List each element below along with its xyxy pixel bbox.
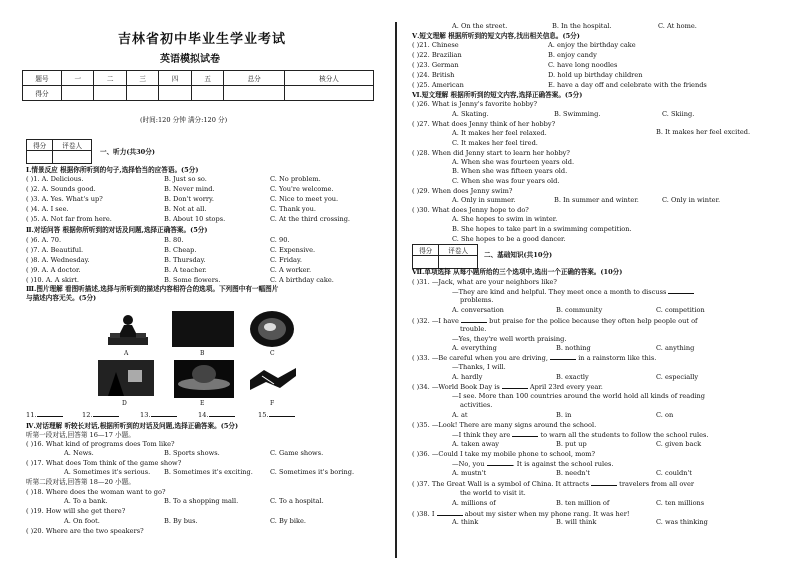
q32-blank[interactable] xyxy=(461,316,487,323)
question-27: ( )27. What does Jenny think of her hobby? xyxy=(412,120,556,128)
q31-text: —They are kind and helpful. They meet once a month to discuss xyxy=(452,288,667,296)
q16-option-a[interactable]: A. News. xyxy=(64,449,94,457)
q16-option-b[interactable]: B. Sports shows. xyxy=(164,449,220,457)
score-cell[interactable] xyxy=(285,86,374,101)
grader-score-cell[interactable] xyxy=(27,151,53,164)
question-17: ( )17. What does Tom think of the game show? xyxy=(26,459,182,467)
q38-text: ( )38. I xyxy=(412,510,435,518)
dialogue-q-4-col-2[interactable]: B. A teacher. xyxy=(164,266,207,274)
q19-option-c[interactable]: C. By bike. xyxy=(270,517,306,525)
q35-text: —I think they are xyxy=(452,431,511,439)
q32-option-b[interactable]: B. nothing xyxy=(556,344,591,352)
score-header-cell: 二 xyxy=(94,71,126,86)
question-37 xyxy=(412,479,694,488)
answer-blank-number: 11. xyxy=(26,411,37,419)
q34-option-b[interactable]: B. in xyxy=(556,411,572,419)
q37-option-c[interactable]: C. ten millions xyxy=(656,499,705,507)
score-cell[interactable] xyxy=(191,86,223,101)
q32-line2: trouble. xyxy=(460,325,487,333)
score-cell[interactable] xyxy=(159,86,191,101)
q35-line2 xyxy=(452,430,708,439)
section6-heading: Ⅵ.短文理解 根据所听到的短文内容,选择正确答案。(5分) xyxy=(412,91,583,99)
question-19: ( )19. How will she get there? xyxy=(26,507,126,515)
listening-q-1-col-2[interactable]: B. Just so so. xyxy=(164,175,207,183)
question-38 xyxy=(412,509,630,518)
q27-option-a[interactable]: A. It makes her feel relaxed. xyxy=(452,129,547,137)
section4-heading: Ⅳ.对话理解 听较长对话,根据所听到的对话及问题,选择正确答案。(5分) xyxy=(26,422,239,430)
question-28: ( )28. When did Jenny start to learn her hobby? xyxy=(412,149,570,157)
q32-option-c[interactable]: C. anything xyxy=(656,344,695,352)
q29-option-b[interactable]: B. In summer and winter. xyxy=(554,196,639,204)
listening-q-2-col-1: ( )2. A. Sounds good. xyxy=(26,185,96,193)
section3-heading-line2: 与描述内容无关。(5分) xyxy=(26,294,97,302)
answer-blank-line[interactable] xyxy=(93,410,119,417)
q26-option-b[interactable]: B. Swimming. xyxy=(554,110,601,118)
q31-option-a[interactable]: A. conversation xyxy=(452,306,504,314)
dialogue-q-3-col-1: ( )8. A. Wednesday. xyxy=(26,256,90,264)
q30-option-b[interactable]: B. She hopes to take part in a swimming competition. xyxy=(452,225,632,233)
q20-option-c[interactable]: C. At home. xyxy=(658,22,697,30)
q28-option-b[interactable]: B. When she was fifteen years old. xyxy=(452,167,568,175)
answer-blank-number: 13. xyxy=(140,411,151,419)
q34-text-2: April 23rd every year. xyxy=(529,383,603,391)
picture-label-e: E xyxy=(200,400,205,407)
listening-q-4-col-2[interactable]: B. Not at all. xyxy=(164,205,207,213)
match-q-4-col-1: ( )24. British xyxy=(412,71,455,79)
picture-label-a: A xyxy=(124,350,129,357)
grader-name-label: 评卷人 xyxy=(439,245,478,256)
dialogue-q-1-col-3[interactable]: C. 90. xyxy=(270,236,290,244)
q35-text-2: to warn all the students to follow the school rules. xyxy=(540,431,709,439)
answer-blank-11[interactable] xyxy=(26,410,63,419)
answer-blank-13[interactable] xyxy=(140,410,177,419)
q30-option-c[interactable]: C. She hopes to be a good dancer. xyxy=(452,235,566,243)
q30-option-a[interactable]: A. She hopes to swim in winter. xyxy=(452,215,558,223)
q34-option-a[interactable]: A. at xyxy=(452,411,468,419)
score-header-cell: 一 xyxy=(62,71,94,86)
answer-blank-12[interactable] xyxy=(82,410,119,419)
section5-heading: Ⅴ.短文理解 根据所听到的短文内容,找出相关信息。(5分) xyxy=(412,32,580,40)
q38-option-c[interactable]: C. was thinking xyxy=(656,518,708,526)
q35-option-c[interactable]: C. given back xyxy=(656,440,702,448)
q38-blank[interactable] xyxy=(437,509,463,516)
q33-text-2: in a rainstorm like this. xyxy=(578,354,657,362)
q36-line2 xyxy=(452,459,614,468)
grader-box xyxy=(26,139,92,164)
q37-line2: the world to visit it. xyxy=(460,489,526,497)
grader-name-cell[interactable] xyxy=(53,151,92,164)
dialogue-q-3-col-2[interactable]: B. Thursday. xyxy=(164,256,206,264)
match-q-2-col-1: ( )22. Brazilian xyxy=(412,51,462,59)
q31-option-b[interactable]: B. community xyxy=(556,306,603,314)
score-header-cell: 四 xyxy=(159,71,191,86)
question-35: ( )35. —Look! There are many signs around the school. xyxy=(412,421,597,429)
listening-q-1-col-3[interactable]: C. No problem. xyxy=(270,175,321,183)
match-q-3-col-2[interactable]: C. have long noodles xyxy=(548,61,618,69)
dialogue-q-1-col-1: ( )6. A. 70. xyxy=(26,236,62,244)
q33-line2: —Thanks, I will. xyxy=(452,363,506,371)
score-cell[interactable] xyxy=(94,86,126,101)
q34-text: ( )34. —World Book Day is xyxy=(412,383,500,391)
score-cell[interactable] xyxy=(62,86,94,101)
match-q-5-col-2[interactable]: E. have a day off and celebrate with the friends xyxy=(548,81,707,89)
q36-option-c[interactable]: C. couldn't xyxy=(656,469,692,477)
answer-blank-number: 12. xyxy=(82,411,93,419)
q17-option-b[interactable]: B. Sometimes it's exciting. xyxy=(164,468,253,476)
dialogue-q-5-col-3[interactable]: C. A birthday cake. xyxy=(270,276,334,284)
dialogue-q-2-col-3[interactable]: C. Expensive. xyxy=(270,246,316,254)
q32-option-a[interactable]: A. everything xyxy=(452,344,497,352)
question-26: ( )26. What is Jenny's favorite hobby? xyxy=(412,100,538,108)
part1-title: 一、听力(共30分) xyxy=(100,148,155,156)
grader-score-cell[interactable] xyxy=(413,256,439,269)
section2-heading: Ⅱ.对话问答 根据你所听到的对话及问题,选择正确答案。(5分) xyxy=(26,226,208,234)
q27-option-c[interactable]: C. It makes her feel tired. xyxy=(452,139,538,147)
q36-text-2: . It is against the school rules. xyxy=(512,460,614,468)
question-18: ( )18. Where does the woman want to go? xyxy=(26,488,166,496)
q38-text-2: about my sister when my phone rang. It was her! xyxy=(464,510,630,518)
answer-blank-15[interactable] xyxy=(258,410,295,419)
picture-a xyxy=(102,311,154,347)
question-16: ( )16. What kind of programs does Tom like? xyxy=(26,440,175,448)
q17-option-c[interactable]: C. Sometimes it's boring. xyxy=(270,468,355,476)
dialogue-q-5-col-2[interactable]: B. Some flowers. xyxy=(164,276,221,284)
listening-q-2-col-2[interactable]: B. Never mind. xyxy=(164,185,215,193)
listening-q-1-col-1: ( )1. A. Delicious. xyxy=(26,175,84,183)
q37-option-b[interactable]: B. ten million of xyxy=(556,499,610,507)
time-score: (时间:120 分钟 满分:120 分) xyxy=(140,116,228,124)
picture-label-c: C xyxy=(270,350,275,357)
q36-option-a[interactable]: A. mustn't xyxy=(452,469,487,477)
picture-f xyxy=(248,360,298,398)
q16-option-c[interactable]: C. Game shows. xyxy=(270,449,324,457)
q36-option-b[interactable]: B. needn't xyxy=(556,469,591,477)
q20-option-a[interactable]: A. On the street. xyxy=(452,22,508,30)
q31-blank[interactable] xyxy=(668,287,694,294)
q19-option-b[interactable]: B. By bus. xyxy=(164,517,198,525)
match-q-3-col-1: ( )23. German xyxy=(412,61,459,69)
picture-c xyxy=(248,309,296,349)
listening-q-3-col-1: ( )3. A. Yes. What's up? xyxy=(26,195,103,203)
q34-option-c[interactable]: C. on xyxy=(656,411,674,419)
answer-blank-line[interactable] xyxy=(151,410,177,417)
q37-text-2: travelers from all over xyxy=(619,480,695,488)
score-table xyxy=(22,70,374,101)
q35-option-b[interactable]: B. put up xyxy=(556,440,587,448)
answer-blank-line[interactable] xyxy=(269,410,295,417)
question-29: ( )29. When does Jenny swim? xyxy=(412,187,513,195)
q37-text: ( )37. The Great Wall is a symbol of China. It attracts xyxy=(412,480,589,488)
q28-option-c[interactable]: C. When she was four years old. xyxy=(452,177,560,185)
answer-blank-line[interactable] xyxy=(37,410,63,417)
grader-name-label: 评卷人 xyxy=(53,140,92,151)
q28-option-a[interactable]: A. When she was fourteen years old. xyxy=(452,158,575,166)
score-row-label: 得分 xyxy=(23,86,62,101)
q34-blank[interactable] xyxy=(502,382,528,389)
section3-heading-line1: Ⅲ.图片理解 看图听描述,选择与所听到的描述内容相符合的选项。下列图中有一幅图片 xyxy=(26,285,279,293)
match-q-2-col-2[interactable]: B. enjoy candy xyxy=(548,51,597,59)
part2-title: 二、基础知识(共10分) xyxy=(484,251,553,259)
match-q-4-col-2[interactable]: D. hold up birthday children xyxy=(548,71,643,79)
listening-q-3-col-3[interactable]: C. Nice to meet you. xyxy=(270,195,339,203)
picture-label-d: D xyxy=(122,400,127,407)
q26-option-c[interactable]: C. Skiing. xyxy=(662,110,695,118)
answer-blank-number: 15. xyxy=(258,411,269,419)
score-cell[interactable] xyxy=(224,86,285,101)
grader-score-label: 得分 xyxy=(27,140,53,151)
grader-score-label: 得分 xyxy=(413,245,439,256)
picture-b xyxy=(172,311,234,347)
paper-title: 英语模拟试卷 xyxy=(160,54,220,65)
q19-option-a[interactable]: A. On foot. xyxy=(64,517,100,525)
picture-e xyxy=(174,360,234,398)
score-header-cell: 总分 xyxy=(224,71,285,86)
q31-line2 xyxy=(452,287,694,296)
match-q-1-col-1: ( )21. Chinese xyxy=(412,41,459,49)
question-32 xyxy=(412,316,697,325)
q20-option-b[interactable]: B. In the hospital. xyxy=(552,22,612,30)
q18-option-b[interactable]: B. To a shopping mall. xyxy=(164,497,239,505)
q38-option-b[interactable]: B. will think xyxy=(556,518,597,526)
q27-option-b[interactable]: B. It makes her feel excited. xyxy=(656,128,751,136)
q32-text-2: but praise for the police because they often help people out of xyxy=(489,317,698,325)
dialogue-q-4-col-1: ( )9. A. A doctor. xyxy=(26,266,81,274)
listening-q-3-col-2[interactable]: B. Don't worry. xyxy=(164,195,214,203)
question-30: ( )30. What does Jenny hope to do? xyxy=(412,206,529,214)
q31-line3: problems. xyxy=(460,296,494,304)
score-header-cell: 题号 xyxy=(23,71,62,86)
q35-option-a[interactable]: A. taken away xyxy=(452,440,500,448)
question-31: ( )31. —Jack, what are your neighbors like? xyxy=(412,278,557,286)
q17-option-a[interactable]: A. Sometimes it's serious. xyxy=(64,468,151,476)
q18-option-a[interactable]: A. To a bank. xyxy=(64,497,108,505)
dialogue-q-1-col-2[interactable]: B. 80. xyxy=(164,236,184,244)
grader-box-2 xyxy=(412,244,478,269)
grader-name-cell[interactable] xyxy=(439,256,478,269)
question-34 xyxy=(412,382,603,391)
score-header-cell: 三 xyxy=(126,71,158,86)
match-q-5-col-1: ( )25. American xyxy=(412,81,464,89)
listening-q-5-col-2[interactable]: B. About 10 stops. xyxy=(164,215,226,223)
exam-title: 吉林省初中毕业生学业考试 xyxy=(118,32,287,47)
dialogue-q-4-col-3[interactable]: C. A worker. xyxy=(270,266,312,274)
q32-text: ( )32. —I have xyxy=(412,317,459,325)
q38-option-a[interactable]: A. think xyxy=(452,518,479,526)
listening-q-4-col-1: ( )4. A. I see. xyxy=(26,205,69,213)
q37-option-a[interactable]: A. millions of xyxy=(452,499,496,507)
q26-option-a[interactable]: A. Skating. xyxy=(452,110,489,118)
score-cell[interactable] xyxy=(126,86,158,101)
q33-option-c[interactable]: C. especially xyxy=(656,373,699,381)
q34-line3: activities. xyxy=(460,401,493,409)
dialogue2-instruction: 听第二段对话,回答第 18—20 小题。 xyxy=(26,478,135,486)
listening-q-4-col-3[interactable]: C. Thank you. xyxy=(270,205,316,213)
dialogue-q-2-col-1: ( )7. A. Beautiful. xyxy=(26,246,84,254)
answer-blank-14[interactable] xyxy=(198,410,235,419)
score-header-cell: 核分人 xyxy=(285,71,374,86)
q33-option-a[interactable]: A. hardly xyxy=(452,373,483,381)
q35-blank[interactable] xyxy=(512,430,538,437)
question-36: ( )36. —Could I take my mobile phone to school, mom? xyxy=(412,450,596,458)
q33-blank[interactable] xyxy=(550,353,576,360)
picture-d xyxy=(98,360,154,396)
listening-q-5-col-1: ( )5. A. Not far from here. xyxy=(26,215,112,223)
listening-q-5-col-3[interactable]: C. At the third crossing. xyxy=(270,215,351,223)
dialogue1-instruction: 听第一段对话,回答第 16—17 小题。 xyxy=(26,431,135,439)
picture-label-b: B xyxy=(200,350,205,357)
q29-option-a[interactable]: A. Only in summer. xyxy=(452,196,516,204)
answer-blank-line[interactable] xyxy=(209,410,235,417)
section1-heading: Ⅰ.情景反应 根据你所听到的句子,选择恰当的应答语。(5分) xyxy=(26,166,199,174)
column-divider xyxy=(395,22,397,558)
dialogue-q-5-col-1: ( )10. A. A skirt. xyxy=(26,276,80,284)
listening-q-2-col-3[interactable]: C. You're welcome. xyxy=(270,185,334,193)
q37-blank[interactable] xyxy=(591,479,617,486)
q33-text: ( )33. —Be careful when you are driving, xyxy=(412,354,548,362)
q29-option-c[interactable]: C. Only in winter. xyxy=(662,196,721,204)
q34-line2: —I see. More than 100 countries around the world hold all kinds of reading xyxy=(452,392,706,400)
q18-option-c[interactable]: C. To a hospital. xyxy=(270,497,324,505)
dialogue-q-2-col-2[interactable]: B. Cheap. xyxy=(164,246,197,254)
q33-option-b[interactable]: B. exactly xyxy=(556,373,589,381)
dialogue-q-3-col-3[interactable]: C. Friday. xyxy=(270,256,302,264)
score-header-cell: 五 xyxy=(191,71,223,86)
q36-text: —No, you xyxy=(452,460,485,468)
q32-line3: —Yes, they're well worth praising. xyxy=(452,335,567,343)
answer-blank-number: 14. xyxy=(198,411,209,419)
section7-heading: Ⅶ.单项选择 从每小题所给的三个选项中,选出一个正确的答案。(10分) xyxy=(412,268,623,276)
picture-label-f: F xyxy=(270,400,275,407)
question-33 xyxy=(412,353,656,362)
q31-option-c[interactable]: C. competition xyxy=(656,306,705,314)
match-q-1-col-2[interactable]: A. enjoy the birthday cake xyxy=(548,41,636,49)
question-20: ( )20. Where are the two speakers? xyxy=(26,527,144,535)
q36-blank[interactable] xyxy=(487,459,513,466)
